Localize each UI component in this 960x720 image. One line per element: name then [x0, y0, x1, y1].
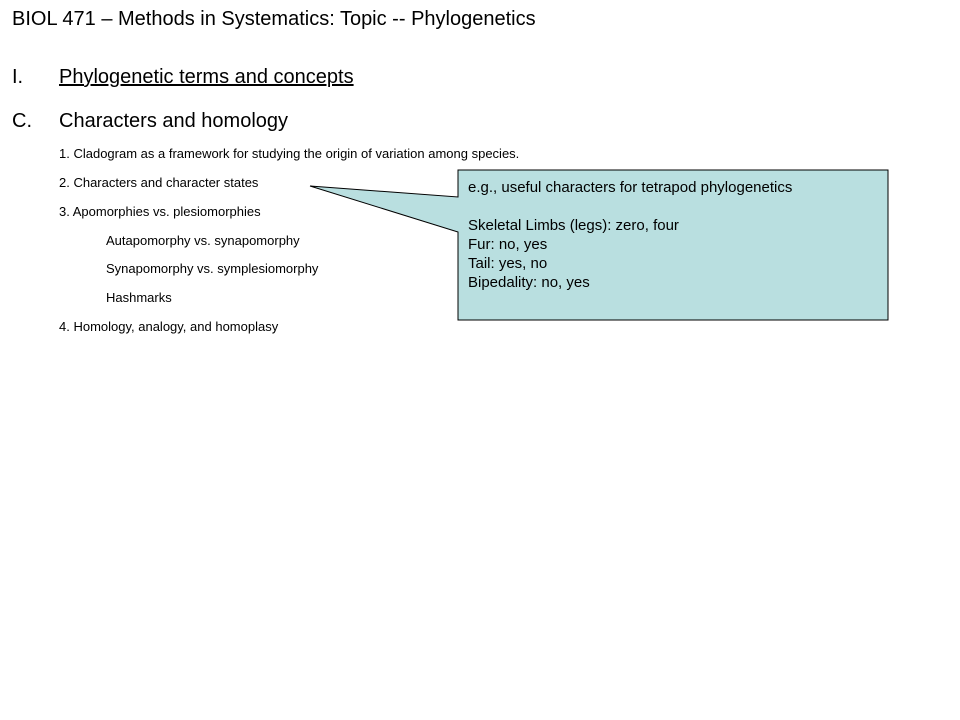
list-item-synapomorphy: Synapomorphy vs. symplesiomorphy [106, 261, 319, 276]
outline-heading-1-text: Phylogenetic terms and concepts [59, 66, 354, 88]
list-item-hashmarks: Hashmarks [106, 290, 172, 305]
callout-line-bipedality: Bipedality: no, yes [468, 274, 590, 291]
slide-title: BIOL 471 – Methods in Systematics: Topic -- Phylogenetics [12, 8, 536, 30]
callout-line-limbs: Skeletal Limbs (legs): zero, four [468, 217, 679, 234]
list-item-homology: 4. Homology, analogy, and homoplasy [59, 319, 279, 334]
list-item-cladogram: 1. Cladogram as a framework for studying the origin of variation among species. [59, 146, 520, 161]
callout-line-fur: Fur: no, yes [468, 236, 548, 253]
outline-heading-2-text: Characters and homology [59, 110, 289, 132]
outline-marker-2: C. [12, 110, 32, 132]
callout-spacer [468, 197, 792, 216]
callout-intro: e.g., useful characters for tetrapod phylogenetics [468, 179, 793, 196]
list-item-apomorphies: 3. Apomorphies vs. plesiomorphies [59, 204, 261, 219]
callout-text [468, 178, 792, 292]
list-item-autapomorphy: Autapomorphy vs. synapomorphy [106, 233, 300, 248]
list-item-characters: 2. Characters and character states [59, 175, 259, 190]
callout-line-tail: Tail: yes, no [468, 255, 548, 272]
outline-marker-1: I. [12, 66, 24, 88]
